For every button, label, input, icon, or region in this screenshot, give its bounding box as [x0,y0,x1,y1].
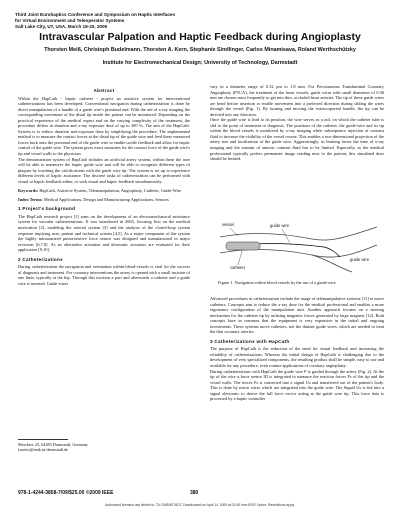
figure-1-caption: Figure 1. Navigation within blood vessels by the use of a guide-wire [218,280,336,285]
conference-line-3: Salt Lake City, UT, USA, March 18-20, 2009 [15,23,108,29]
right-paragraph-3: Advanced procedures in catheterization include the usage of telemanipulative systems [11] to move catheters. Concepts aim to reduce the x-ray dose for the medical professional and enables a more ergonomic configuration of the manipulation unit. Another approach focuses on a steering mechanism for the catheter tip by utilizing magnetic forces generated by large magnets [12]. Both concepts have in common that the equipment is very expensive in the initial and ongoing investments. These systems move catheters, not the thinner guide wires, which are needed to treat the thin coronary arteries. [210,296,384,335]
index-terms-text: Medical Applications; Design and Manufacturing Applications; Sensors [43,196,169,202]
index-terms-label: Index Terms: [18,196,43,202]
section-2-text: During catheterization the navigation and orientation within blood-vessels is vital for the success of diagnosis and treatment. For coronary interventions the artery is opened with a small incision of one limb, typically at the hip. Through this incision a port and afterwards a catheter and a guide wire is inserted. Guide-wires [18,264,190,286]
abstract-paragraph-1: Within the HapCath - haptic catheter - project an assistive system for interventional catheterizations has been developed. Conventional navigation during catheterization is done by direct manipulation of a handle of a guide wire's proximal end. With the aid of x-ray imaging the corresponding movement of the distal tip inside the patient can be monitored. Depending on the practical experience of the medical expert and on the varying complexity of the treatment, the procedure differs in duration and x-ray exposure dose of up to 300 %. The aim of the HapCath-System is to reduce duration and exposure dose by simplifying the procedure. The implemented method is to measure the contact forces at the distal tip of the guide wire and feed these measured forces back onto the proximal end of the guide wire to enable tactile feedback and allow for haptic control of the guide wire. The system gives exact measures for the contact force of the guide wire's tip and vessel walls to the physician. [18,95,190,157]
label-vessel: vessel [222,222,234,227]
section-1-heading: 1 Project's background [18,206,76,212]
figure-guide-wire-navigation [212,217,382,275]
section-3-heading: 3 Catheterizations with HapCath [210,338,290,344]
right-paragraph-5: During catheterizations with HapCath the guide wire F is guided through the artery (Fig. 2). At the tip of the wire a force sensor III is integrated to measure the reaction forces Fs of the tip and the vessel walls. The forces Fs is converted into a signal Us and transferred out of the patient's body. This is done by micro wires which are integrated into the guide wire. The Signal Us is fed into a signal electronic to derive the full force vector acting at the guide wire tip. This force data is processed by a haptic controller [210,368,384,402]
keywords [18,188,190,194]
vessel-branch [312,255,352,272]
conference-header [15,12,385,29]
leader-catheter [238,251,242,265]
right-column-bottom [210,296,384,486]
label-catheter: catheter [230,265,246,270]
label-guide-wire-right: guide wire [350,257,370,262]
section-1-text: The HapCath research project [1] aims on the development of an electromechanical assistance system for vascular catheterizations. It was introduced in 2003, focusing first on the medical motivation [2], modeling the arterial system [3] and the analysis of the closed-loop system response implying user, patient and technical system [4,5]. As a major component of the system the highly miniaturized piezoresistive force sensor was designed and manufactured in major revisions [6,7,8]. As an alternative actuation and ultrasonic actuators are evaluated for their application [9,10]. [18,213,190,253]
conference-line-2: for Virtual Environment and Teleoperator Systems [15,17,125,23]
license-notice: Authorized licensed use limited to: TU DARMSTADT. Downloaded on April 14, 2009 at 02:06 from IEEE Xplore. Restrictions apply. [105,503,295,507]
right-paragraph-2: Once the guide wire is lead to its position, the wire serves as a rail, on which the catheter tube is slid to the point of treatment or diagnosis. The positions of the catheter, the guide-wire and its tip within the blood vessels is monitored by x-ray imaging while subsequence injection of contrast fluid to increase the visibility of the vessel course. This enables a two-dimensional projection of the artery tree and localization of the guide wire. Aggravatingly, as limiting factor the time of x-ray imaging and the amount of anionic contrast fluid has to be limited. Especially, as the medical professional typically prefers permanent image reading next to the patient, this simulated dose should be limited. [210,117,384,162]
affiliation: Institute for Electromechanical Design; University of Technology, Darmstadt [102,60,298,66]
author-list: Thorsten Meiß, Christoph Budelmann, Thorsten A. Kern, Stephanie Sindlinger, Carlos Minamisava, Roland Werthschützky [44,47,356,53]
leader-guide-wire [282,229,290,243]
keywords-text: HapCath, Assistive System, Telemanipulation, Angioplasty, Catheter, Guide-Wire [39,188,182,194]
footnote-rule [18,439,68,440]
catheter-shape [226,242,260,250]
footnote-address: Merckstr. 25, 64283 Darmstadt, Germany [18,442,88,447]
right-paragraph-1: vary in a diameter range of 0.32 µm to 1.8 mm. For Percutaneous Transluminal Coronary Angioplasty (PTCA), the treatment of the heart vessels, guide wires with small diameters of 0.36 mm are chosen most frequently to get into thin, occluded heart arteries. The tip of these guide wires are bend before insertion to enable movement into a preferred direction during sliding the wires through the vessel (Fig. 1). By turning and moving the extracorporeal handle, the tip can be directed into any direction. [210,84,384,117]
abstract-heading: Abstract [93,88,115,93]
isbn-line: 978-1-4244-3858-7/09/$25.00 ©2009 IEEE [18,490,114,496]
footnote-email: t.meiss@emk.tu-darmstadt.de [18,447,69,453]
page-number: 380 [190,490,199,496]
index-terms [18,197,190,203]
section-2-heading: 2 Catheterizations [18,256,63,262]
right-paragraph-4: The purpose of HapCath is the reduction of the need for visual feedback and increasing the reliability of catheterizations. Whereas the initial design of HapCath is challenging due to the development of very specialized components, the resulting product shall be simple, easy to use and available for any procedure, even routine applications of coronary angioplasty. [210,346,384,369]
keywords-label: Keywords: [18,188,39,194]
abstract-paragraph-2: The demonstration system of HapCath includes an artificial artery system, within these the user will be able to maneuver the haptic guide wire and will be able to recognize different types of plaques by touching the calcifications with the guide wire tip. The system is set up to experience different levels of haptic assistance. The discrete tasks of catheterization can be performed with visual or haptic feedback either, or with visual and haptic feedback simultaneously. [18,156,190,184]
vessel-wall-upper [220,227,377,240]
conference-line-1: Third Joint Eurohaptics Conference and Symposium on Haptic Interfaces [15,12,176,17]
paper-title: Intravascular Palpation and Haptic Feedback during Angioplasty [39,31,361,43]
left-column [18,84,190,287]
footnote [18,442,190,453]
label-guide-wire-left: guide wire [270,223,290,228]
right-column-top [210,84,384,216]
